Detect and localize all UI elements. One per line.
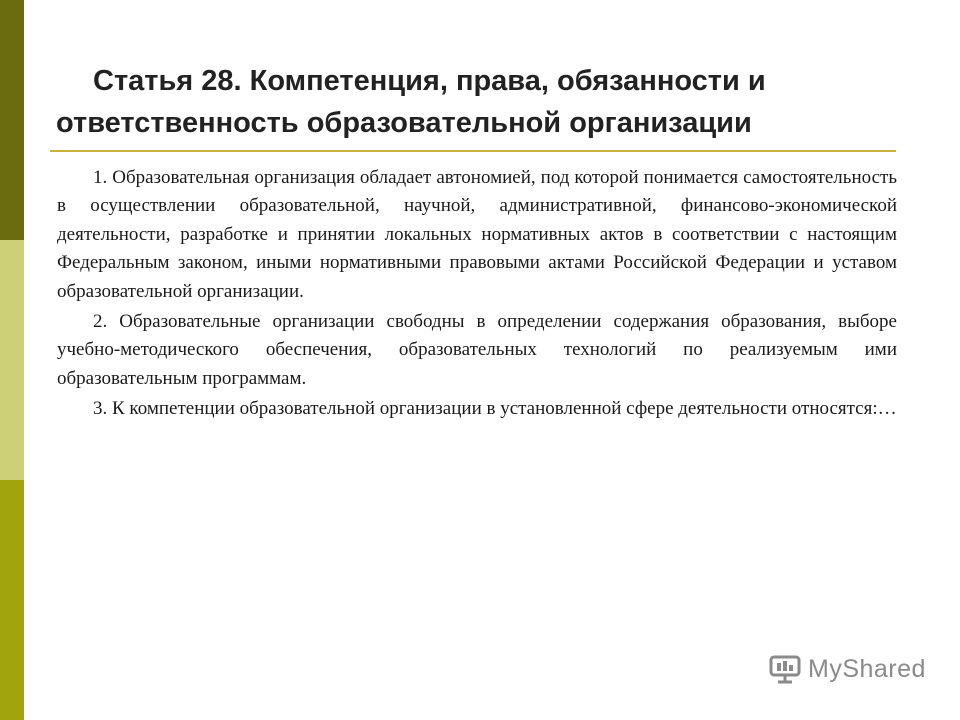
side-bar-segment-bottom: [0, 480, 24, 720]
title-line-2: ответственность образовательной организации: [56, 107, 752, 139]
side-bar-segment-middle: [0, 240, 24, 480]
title-line-1: Статья 28. Компетенция, права, обязанности и: [93, 65, 766, 97]
title-divider: [50, 150, 896, 152]
presentation-board-icon: [768, 654, 802, 684]
paragraph-1: 1. Образовательная организация обладает автономией, под которой понимается самостоятельность в осуществлении образовательной, научной, административной, финансово-экономической деятельности, разработке и принятии локальных нормативных актов в соответствии с настоящим Федеральным законом, иными нормативными правовыми актами Российской Федерации и уставом образовательной организации.: [57, 167, 897, 302]
watermark-text: MyShared: [808, 654, 926, 683]
myshared-watermark: [768, 654, 926, 684]
slide-body: [57, 164, 897, 424]
decorative-side-bar: [0, 0, 24, 720]
paragraph-2: 2. Образовательные организации свободны в определении содержания образования, выборе учебно-методического обеспечения, образовательных технологий по реализуемым ими образовательным программам.: [57, 311, 897, 389]
side-bar-segment-top: [0, 0, 24, 240]
slide-title: [56, 60, 796, 144]
paragraph-3: 3. К компетенции образовательной организации в установленной сфере деятельности относятся:…: [93, 398, 897, 420]
